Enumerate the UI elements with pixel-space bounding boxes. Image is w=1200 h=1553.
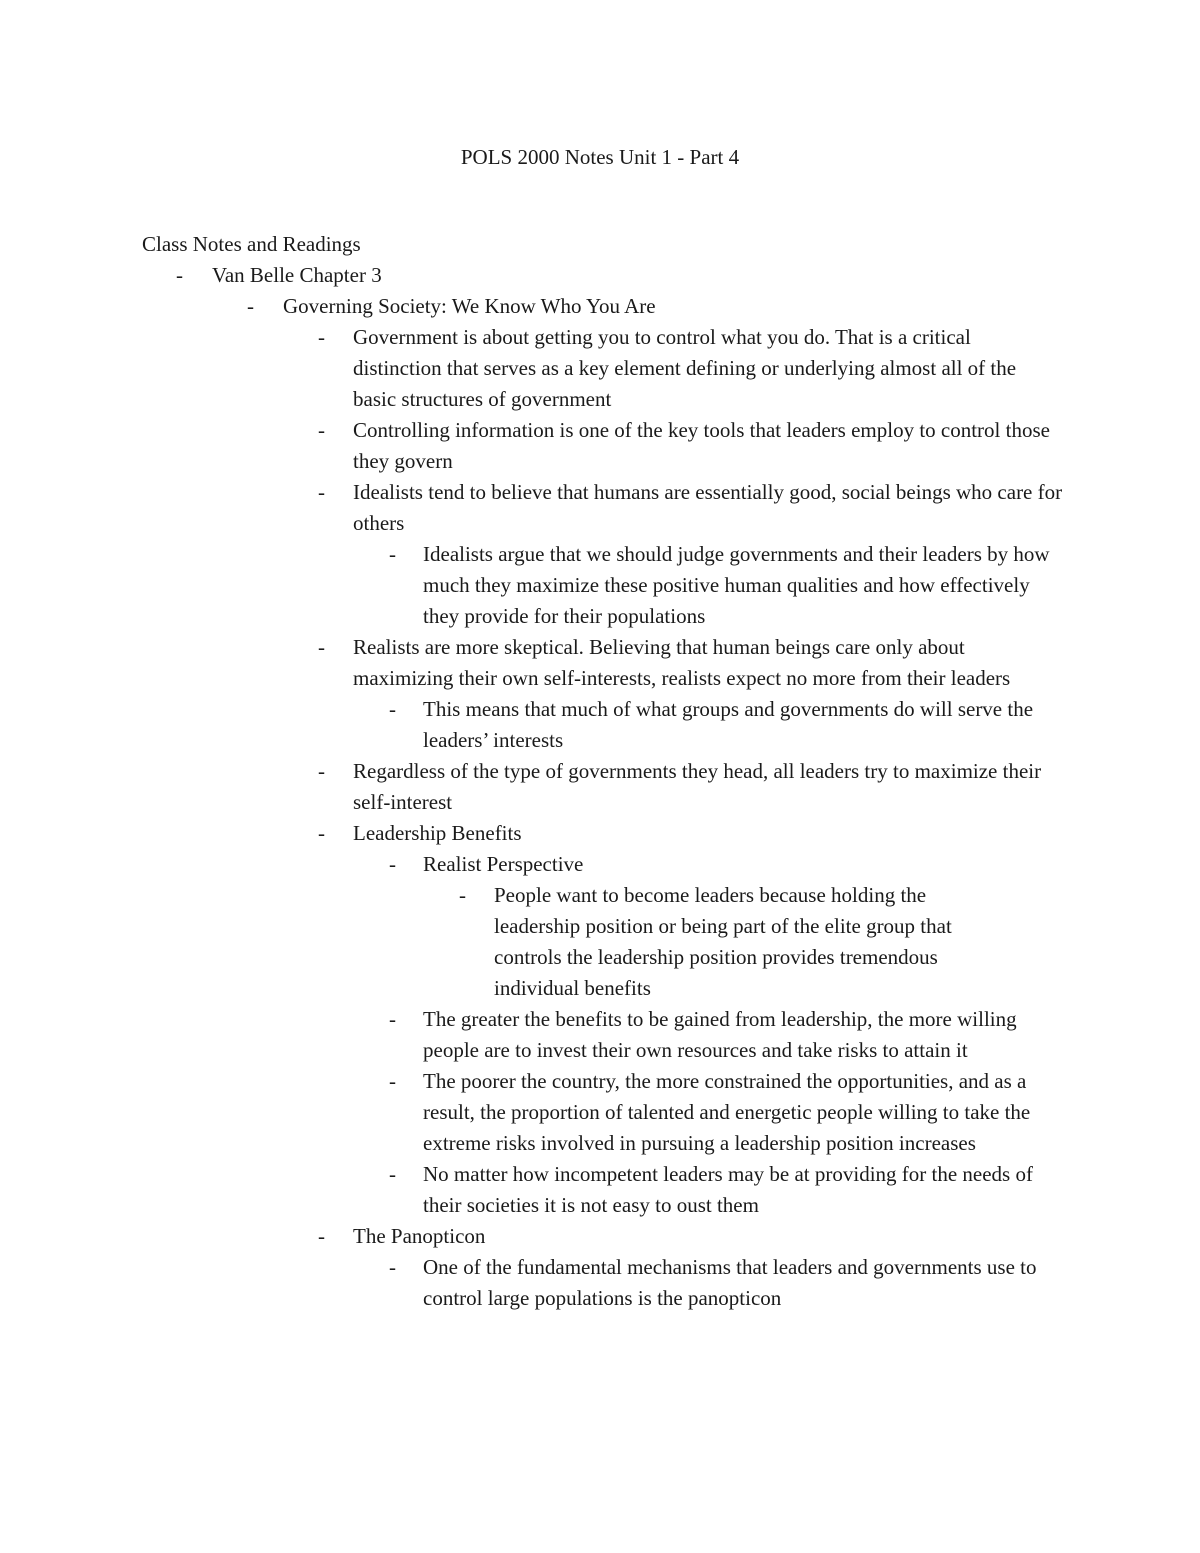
outline-item xyxy=(0,1252,1200,1314)
outline-item-text: Idealists argue that we should judge governments and their leaders by how much they maximize these positive human qualities and how effectively they provide for their populations xyxy=(423,542,1050,628)
outline-item-text: The Panopticon xyxy=(353,1224,486,1248)
outline-item-text: Controlling information is one of the key tools that leaders employ to control those they govern xyxy=(353,418,1050,473)
section-heading: Class Notes and Readings xyxy=(142,232,361,256)
outline-item xyxy=(0,632,1200,694)
outline-item xyxy=(0,818,1200,849)
outline-item-text: The poorer the country, the more constrained the opportunities, and as a result, the proportion of talented and energetic people willing to take the extreme risks involved in pursuing a leadership position increases xyxy=(423,1069,1031,1155)
bullet-dash: - xyxy=(318,759,325,783)
outline-item-text: Van Belle Chapter 3 xyxy=(212,263,382,287)
bullet-dash: - xyxy=(389,1069,396,1093)
outline-item-text: This means that much of what groups and governments do will serve the leaders’ interests xyxy=(423,697,1034,752)
bullet-dash: - xyxy=(318,418,325,442)
outline-item-text: Realist Perspective xyxy=(423,852,584,876)
bullet-dash: - xyxy=(389,542,396,566)
outline-item xyxy=(0,1221,1200,1252)
outline-item xyxy=(0,539,1200,632)
outline-item-text: Realists are more skeptical. Believing that human beings care only about maximizing their own self-interests, realists expect no more from their leaders xyxy=(353,635,1011,690)
bullet-dash: - xyxy=(318,325,325,349)
bullet-dash: - xyxy=(318,821,325,845)
outline-item-text: Idealists tend to believe that humans are essentially good, social beings who care for others xyxy=(353,480,1063,535)
bullet-dash: - xyxy=(389,1162,396,1186)
outline-item xyxy=(0,849,1200,880)
bullet-dash: - xyxy=(389,697,396,721)
notes-outline xyxy=(0,260,1200,1314)
outline-item-text: People want to become leaders because holding the leadership position or being part of the elite group that controls the leadership position provides tremendous individual benefits xyxy=(494,883,952,1000)
bullet-dash: - xyxy=(176,263,183,287)
outline-item xyxy=(0,477,1200,539)
outline-item-text: Regardless of the type of governments they head, all leaders try to maximize their self-interest xyxy=(353,759,1042,814)
outline-item xyxy=(0,291,1200,322)
outline-item-text: One of the fundamental mechanisms that leaders and governments use to control large populations is the panopticon xyxy=(423,1255,1037,1310)
bullet-dash: - xyxy=(318,635,325,659)
bullet-dash: - xyxy=(247,294,254,318)
bullet-dash: - xyxy=(389,852,396,876)
outline-item xyxy=(0,415,1200,477)
outline-item xyxy=(0,756,1200,818)
outline-item-text: Leadership Benefits xyxy=(353,821,522,845)
outline-item xyxy=(0,694,1200,756)
outline-item-text: No matter how incompetent leaders may be at providing for the needs of their societies it is not easy to oust them xyxy=(423,1162,1033,1217)
outline-item xyxy=(0,260,1200,291)
outline-item xyxy=(0,322,1200,415)
outline-item-text: Government is about getting you to control what you do. That is a critical distinction that serves as a key element defining or underlying almost all of the basic structures of government xyxy=(353,325,1017,411)
outline-item xyxy=(0,880,1200,1004)
bullet-dash: - xyxy=(389,1007,396,1031)
document-title: POLS 2000 Notes Unit 1 - Part 4 xyxy=(460,145,740,169)
outline-item xyxy=(0,1159,1200,1221)
bullet-dash: - xyxy=(318,1224,325,1248)
bullet-dash: - xyxy=(318,480,325,504)
outline-item-text: The greater the benefits to be gained from leadership, the more willing people are to invest their own resources and take risks to attain it xyxy=(423,1007,1017,1062)
outline-item xyxy=(0,1004,1200,1066)
outline-item xyxy=(0,1066,1200,1159)
outline-item-text: Governing Society: We Know Who You Are xyxy=(283,294,656,318)
bullet-dash: - xyxy=(389,1255,396,1279)
bullet-dash: - xyxy=(459,883,466,907)
